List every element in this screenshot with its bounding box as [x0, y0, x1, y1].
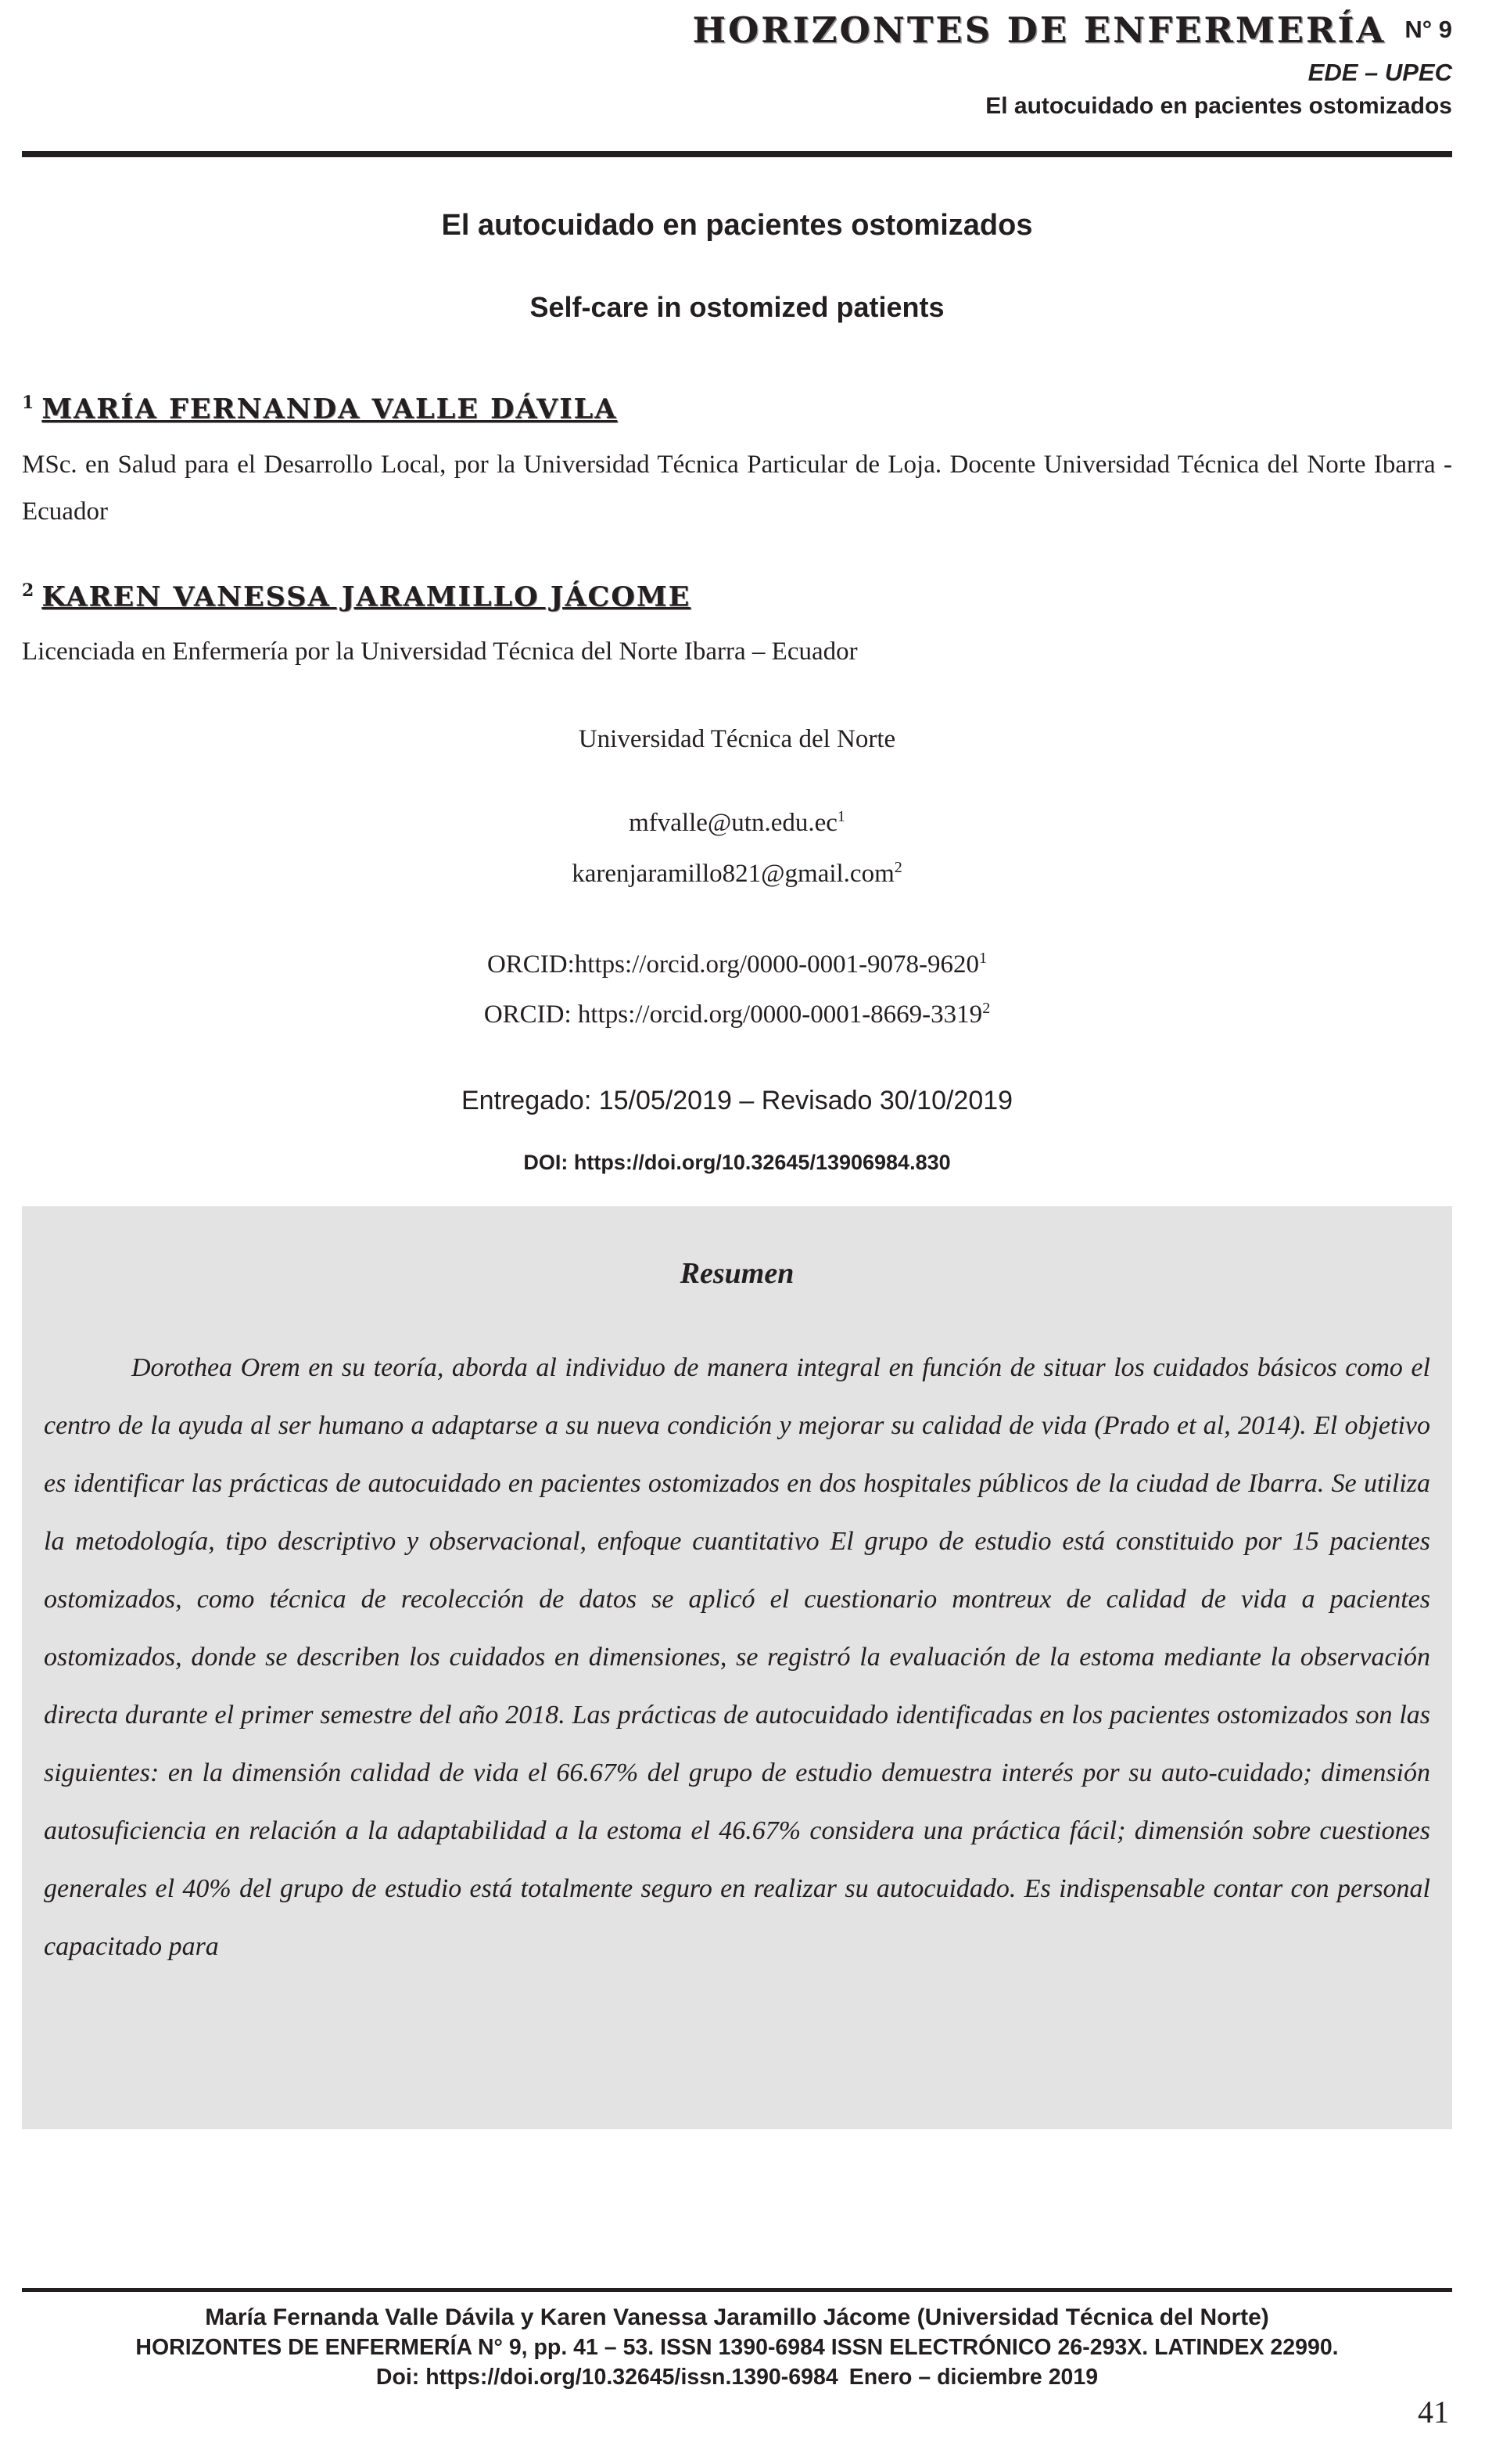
author-1-name: MARÍA FERNANDA VALLE DÁVILA	[41, 393, 618, 426]
author-2-affiliation: Licenciada en Enfermería por la Universidad Técnica del Norte Ibarra – Ecuador	[22, 638, 858, 666]
email-1-marker: 1	[837, 808, 845, 826]
author-2-heading	[22, 580, 1452, 613]
page-footer	[22, 2288, 1452, 2430]
abstract-heading: Resumen	[680, 1256, 795, 1290]
author-1-marker: 1	[22, 393, 34, 413]
email-2-address: karenjaramillo821@gmail.com	[572, 859, 895, 888]
footer-divider-rule	[22, 2288, 1452, 2292]
journal-title-line	[22, 9, 1452, 51]
journal-title: HORIZONTES DE ENFERMERÍA	[692, 9, 1386, 51]
author-block-2	[22, 580, 1452, 676]
journal-subtitle: EDE – UPEC	[1307, 59, 1452, 86]
author-block-1	[22, 393, 1452, 535]
orcid-2-label: ORCID: https://orcid.org/0000-0001-8669-3319	[483, 1000, 983, 1029]
orcid-2	[22, 990, 1452, 1040]
footer-doi-line	[22, 2362, 1452, 2392]
email-list	[22, 798, 1452, 899]
abstract-text: Dorothea Orem en su teoría, aborda al individuo de manera integral en función de situar los cuidados básicos como el centro de la ayuda al ser humano a adaptarse a su nueva condición y mejorar su calidad de vida (Prado et al, 2014). El objetivo es identificar las prácticas de autocuidado en pacientes ostomizados en dos hospitales públicos de la ciudad de Ibarra. Se utiliza la metodología, tipo descriptivo y observacional, enfoque cuantitativo El grupo de estudio está constituido por 15 pacientes ostomizados, como técnica de recolección de datos se aplicó el cuestionario montreux de calidad de vida a pacientes ostomizados, donde se describen los cuidados en dimensiones, se registró la evaluación de la estoma mediante la observación directa durante el primer semestre del año 2018. Las prácticas de autocuidado identificadas en los pacientes ostomizados son las siguientes: en la dimensión calidad de vida el 66.67% del grupo de estudio demuestra interés por su auto-cuidado; dimensión autosuficiencia en relación a la adaptabilidad a la estoma el 46.67% considera una práctica fácil; dimensión sobre cuestiones generales el 40% del grupo de estudio está totalmente seguro en realizar su autocuidado. Es indispensable contar con personal capacitado para	[44, 1352, 1430, 1961]
orcid-2-marker: 2	[982, 1000, 991, 1018]
orcid-list	[22, 939, 1452, 1040]
running-title: El autocuidado en pacientes ostomizados	[985, 93, 1452, 119]
email-1-address: mfvalle@utn.edu.ec	[629, 809, 838, 838]
journal-header	[22, 0, 1452, 120]
email-2-marker: 2	[894, 858, 902, 876]
journal-issue-number: N° 9	[1404, 16, 1452, 43]
footer-doi: Doi: https://doi.org/10.32645/issn.1390-6984	[375, 2365, 838, 2390]
abstract-section	[22, 1206, 1452, 2129]
submission-dates: Entregado: 15/05/2019 – Revisado 30/10/2019	[461, 1085, 1013, 1115]
email-1	[22, 798, 1452, 848]
author-2-marker: 2	[22, 580, 34, 601]
page-number: 41	[1418, 2394, 1449, 2430]
author-2-name: KAREN VANESSA JARAMILLO JÁCOME	[41, 580, 691, 613]
footer-authors-line: María Fernanda Valle Dávila y Karen Vanessa Jaramillo Jácome (Universidad Técnica del Norte)	[205, 2304, 1269, 2330]
orcid-1-marker: 1	[979, 950, 988, 968]
article-doi: DOI: https://doi.org/10.32645/13906984.830	[523, 1150, 951, 1174]
article-title-spanish: El autocuidado en pacientes ostomizados	[441, 209, 1033, 242]
author-1-affiliation: MSc. en Salud para el Desarrollo Local, por la Universidad Técnica Particular de Loja. Docente Universidad Técnica del Norte Ibarra - Ecuador	[22, 450, 1452, 526]
orcid-1-label: ORCID:https://orcid.org/0000-0001-9078-9620	[486, 950, 980, 979]
footer-issn-line: HORIZONTES DE ENFERMERÍA N° 9, pp. 41 – 53. ISSN 1390-6984 ISSN ELECTRÓNICO 26-293X. LATINDEX 22990.	[135, 2335, 1339, 2360]
orcid-1	[22, 939, 1452, 990]
header-divider-rule	[22, 151, 1452, 157]
article-title-english: Self-care in ostomized patients	[529, 291, 945, 323]
footer-period: Enero – diciembre 2019	[848, 2365, 1099, 2390]
email-2	[22, 849, 1452, 899]
institution: Universidad Técnica del Norte	[578, 725, 896, 754]
author-1-heading	[22, 393, 1452, 426]
